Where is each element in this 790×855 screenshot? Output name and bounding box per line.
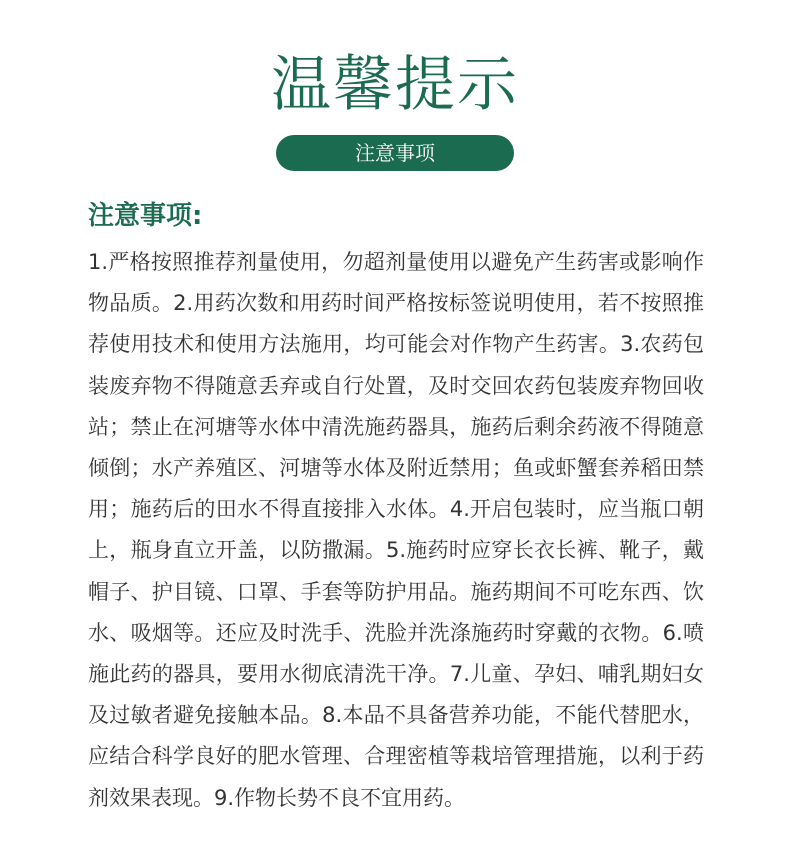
page-title: 温馨提示 bbox=[271, 50, 519, 120]
section-heading: 注意事项: bbox=[88, 201, 203, 231]
precautions-text: 1.严格按照推荐剂量使用，勿超剂量使用以避免产生药害或影响作物品质。2.用药次数和用药时间严格按标签说明使用，若不按照推荐使用技术和使用方法施用，均可能会对作物产生药害。3.农药包装废弃物不得随意丢弃或自行处置，及时交回农药包装废弃物回收站；禁止在河塘等水体中清洗施药器具，施药后剩余药液不得随意倾倒；水产养殖区、河塘等水体及附近禁用；鱼或虾蟹套养稻田禁用；施药后的田水不得直接排入水体。4.开启包装时，应当瓶口朝上，瓶身直立开盖，以防撒漏。5.施药时应穿长衣长裤、靴子，戴帽子、护目镜、口罩、手套等防护用品。施药期间不可吃东西、饮水、吸烟等。还应及时洗手、洗脸并洗涤施药时穿戴的衣物。6.喷施此药的器具，要用水彻底清洗干净。7.儿童、孕妇、哺乳期妇女及过敏者避免接触本品。8.本品不具备营养功能，不能代替肥水，应结合科学良好的肥水管理、合理密植等栽培管理措施，以利于药剂效果表现。9.作物长势不良不宜用药。 bbox=[88, 250, 704, 810]
subtitle-badge: 注意事项 bbox=[276, 135, 514, 171]
